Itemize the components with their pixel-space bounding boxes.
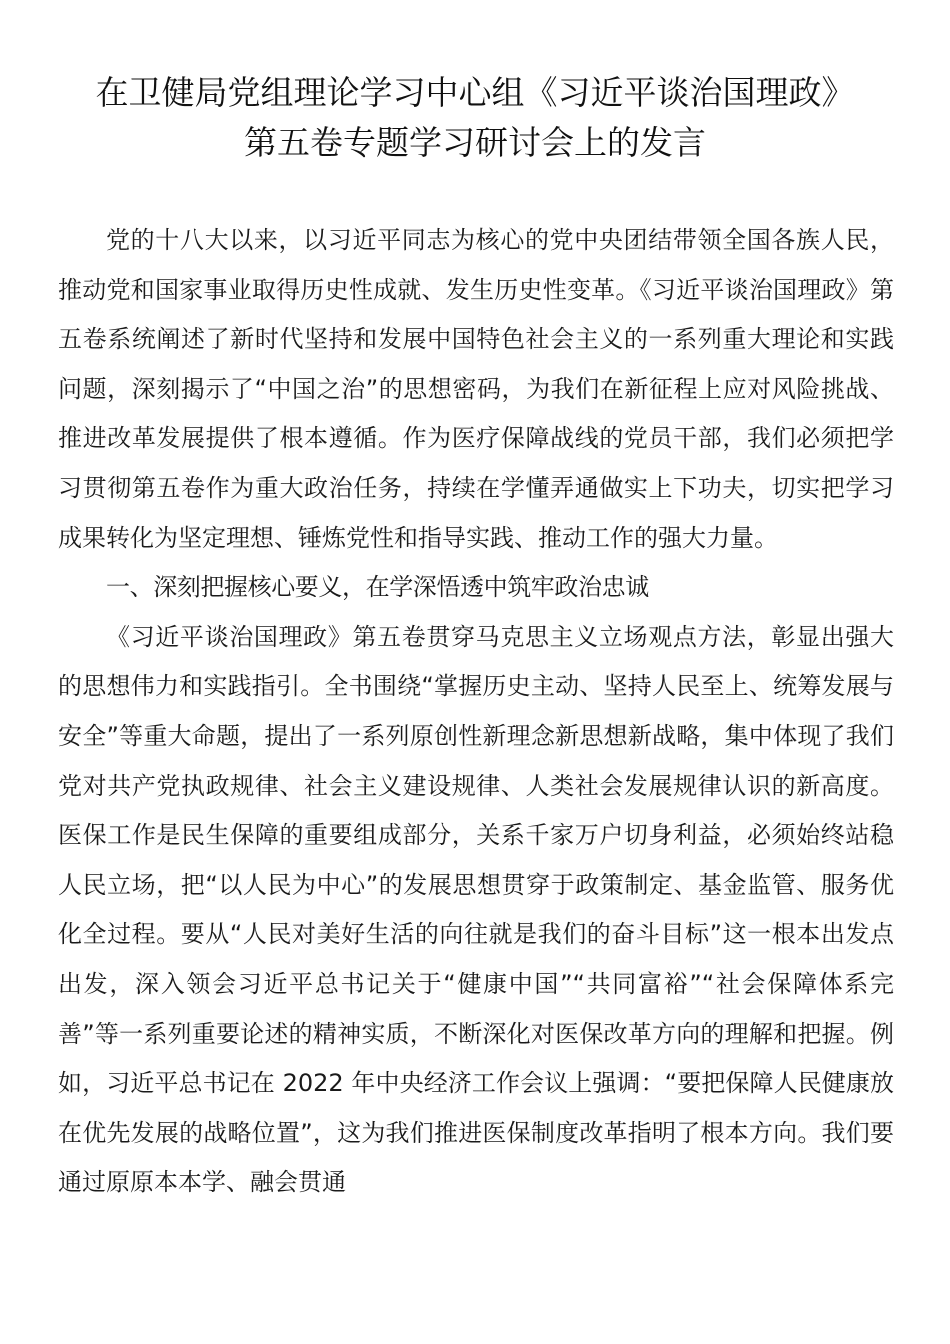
document-body bbox=[58, 216, 894, 1208]
title-line-2: 第五卷专题学习研讨会上的发言 bbox=[244, 123, 706, 162]
title-line-1: 在卫健局党组理论学习中心组《习近平谈治国理政》 bbox=[95, 73, 855, 112]
paragraph-intro: 党的十八大以来，以习近平同志为核心的党中央团结带领全国各族人民，推动党和国家事业取得历史性成就、发生历史性变革。《习近平谈治国理政》第五卷系统阐述了新时代坚持和发展中国特色社会主义的一系列重大理论和实践问题，深刻揭示了“中国之治”的思想密码，为我们在新征程上应对风险挑战、推进改革发展提供了根本遵循。作为医疗保障战线的党员干部，我们必须把学习贯彻第五卷作为重大政治任务，持续在学懂弄通做实上下功夫，切实把学习成果转化为坚定理想、锤炼党性和指导实践、推动工作的强大力量。 bbox=[58, 226, 894, 552]
paragraph-section-1: 《习近平谈治国理政》第五卷贯穿马克思主义立场观点方法，彰显出强大的思想伟力和实践指引。全书围绕“掌握历史主动、坚持人民至上、统筹发展与安全”等重大命题，提出了一系列原创性新理念新思想新战略，集中体现了我们党对共产党执政规律、社会主义建设规律、人类社会发展规律认识的新高度。医保工作是民生保障的重要组成部分，关系千家万户切身利益，必须始终站稳人民立场，把“以人民为中心”的发展思想贯穿于政策制定、基金监管、服务优化全过程。要从“人民对美好生活的向往就是我们的奋斗目标”这一根本出发点出发，深入领会习近平总书记关于“健康中国”“共同富裕”“社会保障体系完善”等一系列重要论述的精神实质，不断深化对医保改革方向的理解和把握。例如，习近平总书记在 2022 年中央经济工作会议上强调：“要把保障人民健康放在优先发展的战略位置”，这为我们推进医保制度改革指明了根本方向。我们要通过原原本本学、融会贯通 bbox=[58, 622, 894, 1197]
section-heading-1: 一、深刻把握核心要义，在学深悟透中筑牢政治忠诚 bbox=[106, 573, 649, 602]
document-title bbox=[40, 68, 910, 168]
